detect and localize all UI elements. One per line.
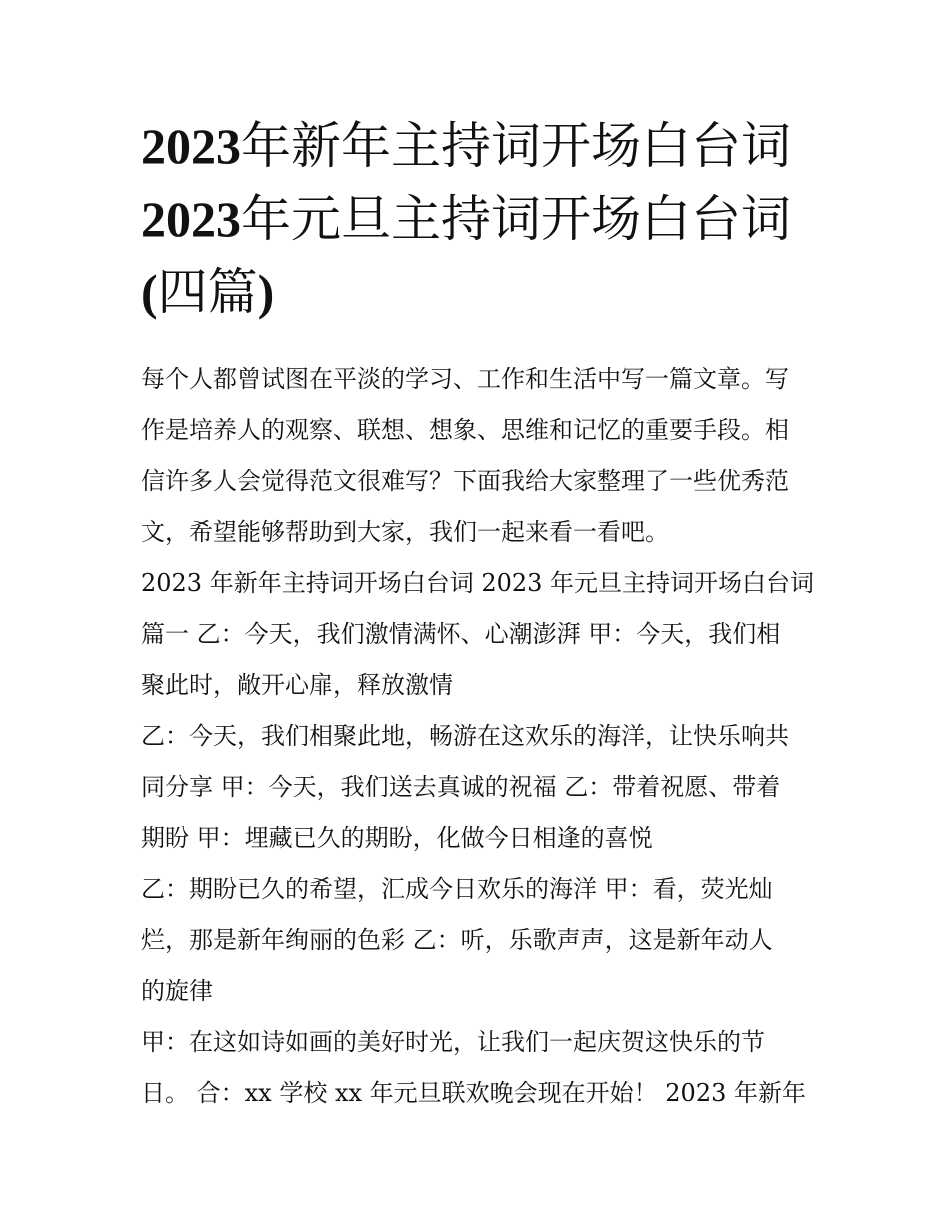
title-close-paren: ) [257,264,275,320]
title-open-paren: ( [141,264,158,320]
title-text: 年新年主持词开场白台词 [241,117,791,175]
title-line-1 [141,110,841,183]
text-line: 聚此时，敞开心扉，释放激情 [141,671,453,699]
text-line: 烂，那是新年绚丽的色彩 乙：听，乐歌声声，这是新年动人 [141,926,773,954]
title-line-3 [141,256,841,329]
text-line: 每个人都曾试图在平淡的学习、工作和生活中写一篇文章。写 [141,365,789,393]
text-line: 文，希望能够帮助到大家，我们一起来看一看吧。 [141,518,669,546]
paragraph-intro [141,354,821,558]
text-line: 日。 合：xx 学校 xx 年元旦联欢晚会现在开始！ 2023 年新年 [141,1079,806,1107]
paragraph-dialogue-3 [141,1017,821,1119]
text-line: 期盼 甲：埋藏已久的期盼，化做今日相逢的喜悦 [141,824,653,852]
paragraph-dialogue-2 [141,864,821,1017]
paragraph-heading [141,558,821,711]
document-body [141,354,821,1119]
text-line: 同分享 甲：今天，我们送去真诚的祝福 乙：带着祝愿、带着 [141,773,781,801]
text-line: 乙：今天，我们相聚此地，畅游在这欢乐的海洋，让快乐响共 [141,722,789,750]
title-year: 2023 [141,191,241,247]
text-line: 作是培养人的观察、联想、想象、思维和记忆的重要手段。相 [141,416,789,444]
title-text: 年元旦主持词开场白台词 [241,190,791,248]
text-line: 2023 年新年主持词开场白台词 2023 年元旦主持词开场白台词 [141,569,815,597]
text-line: 信许多人会觉得范文很难写？下面我给大家整理了一些优秀范 [141,467,789,495]
text-line: 篇一 乙：今天，我们激情满怀、心潮澎湃 甲：今天，我们相 [141,620,781,648]
document-title [141,110,841,329]
title-text: 四篇 [157,263,258,321]
text-line: 甲：在这如诗如画的美好时光，让我们一起庆贺这快乐的节 [141,1028,765,1056]
paragraph-dialogue-1 [141,711,821,864]
text-line: 乙：期盼已久的希望，汇成今日欢乐的海洋 甲：看，荧光灿 [141,875,773,903]
text-line: 的旋律 [141,977,213,1005]
title-year: 2023 [141,118,241,174]
title-line-2 [141,183,841,256]
